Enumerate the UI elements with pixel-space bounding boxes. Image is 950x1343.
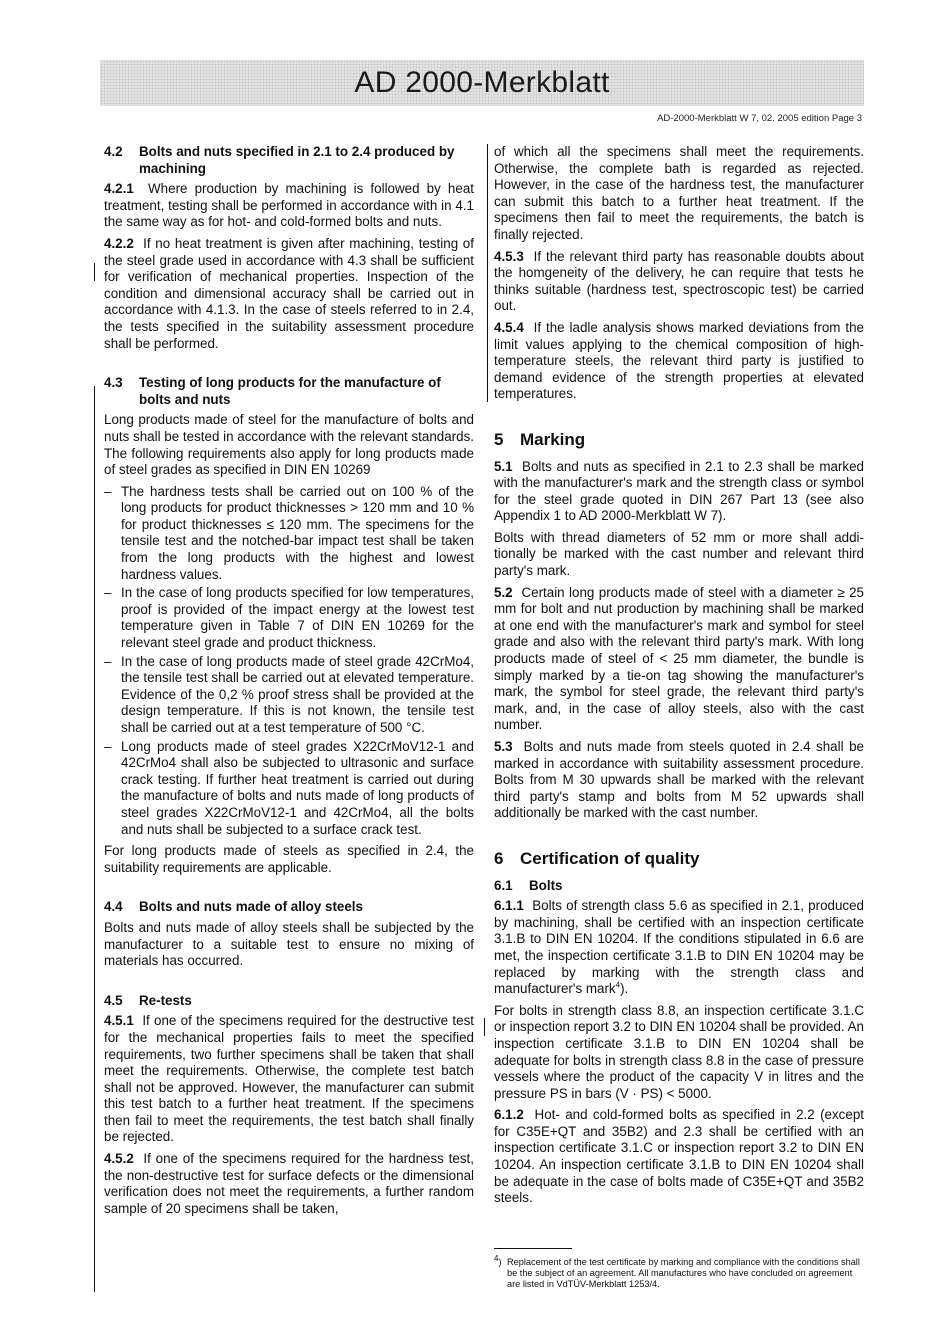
paragraph-continued: of which all the specimens shall meet the requirements. Otherwise, the complete bath is regarded as rejected. However, in the case of the hardness test, the manufacturer can submit this batch to a further heat treatment. If the specimens then fail to meet the requirements, the batch is finally rejected. bbox=[494, 144, 864, 242]
header-banner bbox=[100, 60, 864, 106]
paragraph-5-2: 5.2 Certain long products made of steel with a diameter ≥ 25 mm for bolt and nut production by machining shall be marked at one end with the manufacturer's mark and symbol for steel grade and also with the relevant third party's mark. With long products made of steel of < 25 mm diameter, the bundle is simply marked by a tie-on tag showing the manufacturer's mark, the symbol for steel grade, the relevant third party's mark, and, in the case of alloy steels, also with the cast number. bbox=[494, 584, 864, 733]
footnote-ref: 4 bbox=[615, 980, 621, 990]
paragraph-4-5-3: 4.5.3 If the relevant third party has reasonable doubts about the homgeneity of the delivery, he can require that tests he thinks suitable (hardness test, spectroscopic test) be carried out. bbox=[494, 248, 864, 314]
paragraph-4-5-4: 4.5.4 If the ladle analysis shows marked deviations from the limit values applying to the chemical composition of high-temperature steels, the relevant third party is justified to demand evidence of the strength properties at elevated temperatures. bbox=[494, 319, 864, 402]
paragraph-4-2-2: 4.2.2 If no heat treatment is given after machining, testing of the steel grade used in accordance with 4.3 shall be sufficient for verification of mechanical properties. Inspection of the condition and dimensional accuracy shall be carried out in accordance with 4.1.3. In the case of steels referred to in 2.4, the tests specified in the suitability assessment procedure shall be performed. bbox=[104, 235, 474, 351]
requirements-list bbox=[104, 484, 474, 838]
right-column bbox=[494, 144, 864, 1212]
section-heading-6-1: 6.1 Bolts bbox=[494, 877, 563, 893]
paragraph-4-2-1: 4.2.1 Where production by machining is followed by heat treatment, testing shall be performed in accordance with in 4.1 the same way as for hot- and cold-formed bolts and nuts. bbox=[104, 181, 474, 230]
section-heading-4-2: 4.2 Bolts and nuts specified in 2.1 to 2.4 produced by machining bbox=[104, 144, 455, 176]
list-item: – In the case of long products specified for low temperatures, proof is provided of the impact energy at the lowest test temperature given in Table 7 of DIN EN 10269 for the relevant steel grade and product thickness. bbox=[104, 585, 474, 651]
paragraph-6-1-1-b: For bolts in strength class 8.8, an inspection certificate 3.1.C or inspection report 3.2 to DIN EN 10204 shall be provided. An inspection certificate 3.1.B to DIN EN 10204 shall be adequate for bolts in strength class 8.8 in the case of pressure vessels where the product of the capacity V in litres and the pressure PS in bars (V · PS) < 5000. bbox=[494, 1002, 864, 1101]
paragraph-6-1-1: 6.1.1 Bolts of strength class 5.6 as specified in 2.1, produced by machining, shall be certified with an inspection certificate 3.1.B to DIN EN 10204. If the conditions stipulated in 6.6 are met, the inspection certificate 3.1.B to DIN EN 10204 may be replaced by marking with the strength class and manufacturer's mark$^4$). bbox=[494, 898, 865, 997]
paragraph-6-1-2: 6.1.2 Hot- and cold-formed bolts as specified in 2.2 (except for C35E+QT and 35B2) and 2.3 shall be certified with an inspection certificate 3.1.C or inspection report 3.2 to DIN EN 10204. An inspection certificate 3.1.B to DIN EN 10204 shall be adequate in the case of bolts made of C35E+QT and 35B2 steels. bbox=[494, 1107, 864, 1206]
paragraph-4-4: Bolts and nuts made of alloy steels shall be subjected by the manufacturer to a suitable test to ensure no mixing of materials has occurred. bbox=[104, 919, 474, 969]
paragraph-4-5-2: 4.5.2 If one of the specimens required for the hardness test, the non-destructive test for surface defects or the dimensional verification does not meet the requirements, a further random sample of 20 specimens shall be taken, bbox=[104, 1151, 474, 1216]
change-bar bbox=[94, 263, 95, 281]
list-item: – In the case of long products made of steel grade 42CrMo4, the tensile test shall be carried out at elevated temperature. Evidence of the 0,2 % proof stress shall be provided at the design temperature. If this is not known, the tensile test shall be carried out at a test temperature of 500 °C. bbox=[104, 654, 474, 737]
paragraph-4-3-intro: Long products made of steel for the manufacture of bolts and nuts shall be tested in accordance with the relevant standards. The following requirements also apply for long products made of steel grades as specified in DIN EN 10269 bbox=[104, 412, 474, 478]
section-heading-6: 6 Certification of quality bbox=[494, 848, 700, 868]
footnote-area bbox=[494, 1248, 864, 1291]
change-bar bbox=[94, 386, 95, 1292]
paragraph-5-1: 5.1 Bolts and nuts as specified in 2.1 to 2.3 shall be marked with the manufacturer's mark and the strength class or symbol for the steel grade quoted in DIN 267 Part 13 (see also Appendix 1 to AD 2000-Merkblatt W 7). bbox=[494, 458, 864, 524]
edition-line: AD-2000-Merkblatt W 7, 02. 2005 edition Page 3 bbox=[657, 113, 862, 124]
section-heading-4-5: 4.5 Re-tests bbox=[104, 992, 192, 1008]
change-bar bbox=[484, 1018, 485, 1036]
paragraph-4-3-closing: For long products made of steels as specified in 2.4, the suitability requirements are applicable. bbox=[104, 843, 474, 875]
page-title: AD 2000-Merkblatt bbox=[354, 66, 610, 99]
list-item: – Long products made of steel grades X22CrMoV12-1 and 42CrMo4 shall also be subjected to ultrasonic and surface crack testing. If further heat treatment is carried out during the manufacture of bolts and nuts made of long products of steel grades X22CrMoV12-1 and 42CrMo4, all the bolts and nuts shall be subjected to a surface crack test. bbox=[104, 739, 474, 839]
section-heading-5: 5 Marking bbox=[494, 429, 586, 449]
list-item: – The hardness tests shall be carried out on 100 % of the long products for product thicknesses > 120 mm and 10 % for product thicknesses ≤ 120 mm. The specimens for the tensile test and the notched-bar impact test shall be taken from the long products with the highest and lowest hardness values. bbox=[104, 484, 474, 584]
paragraph-4-5-1: 4.5.1 If one of the specimens required for the destructive test for the mechanical properties fails to meet the specified requirements, two further specimens shall be taken that shall meet the requirements. Otherwise, the complete test batch shall not be approved. However, the manufacturer can submit this test batch to a further heat treatment. If the specimens then fail to meet the requirements, the test batch shall finally be rejected. bbox=[104, 1013, 474, 1145]
change-bar bbox=[487, 144, 488, 402]
footnote: $^4$) Replacement of the test certificate by marking and compliance with the conditions shall be the subject of an agreement. All manufactures who have concluded on agreement are listed in VdTÜV-Merkblatt 1253/4. bbox=[494, 1253, 860, 1290]
left-column bbox=[104, 144, 474, 1222]
footnote-rule bbox=[494, 1248, 572, 1249]
paragraph-5-1-b: Bolts with thread diameters of 52 mm or more shall additionally be marked with the cast number and relevant third party's mark. bbox=[494, 529, 864, 579]
section-heading-4-3: 4.3 Testing of long products for the manufacture of bolts and nuts bbox=[104, 375, 441, 407]
paragraph-5-3: 5.3 Bolts and nuts made from steels quoted in 2.4 shall be marked in accordance with suitability assessment procedure. Bolts from M 30 upwards shall be marked with the relevant third party's stamp and bolts from M 52 upwards shall additionally be marked with the cast number. bbox=[494, 739, 864, 821]
section-heading-4-4: 4.4 Bolts and nuts made of alloy steels bbox=[104, 899, 363, 915]
